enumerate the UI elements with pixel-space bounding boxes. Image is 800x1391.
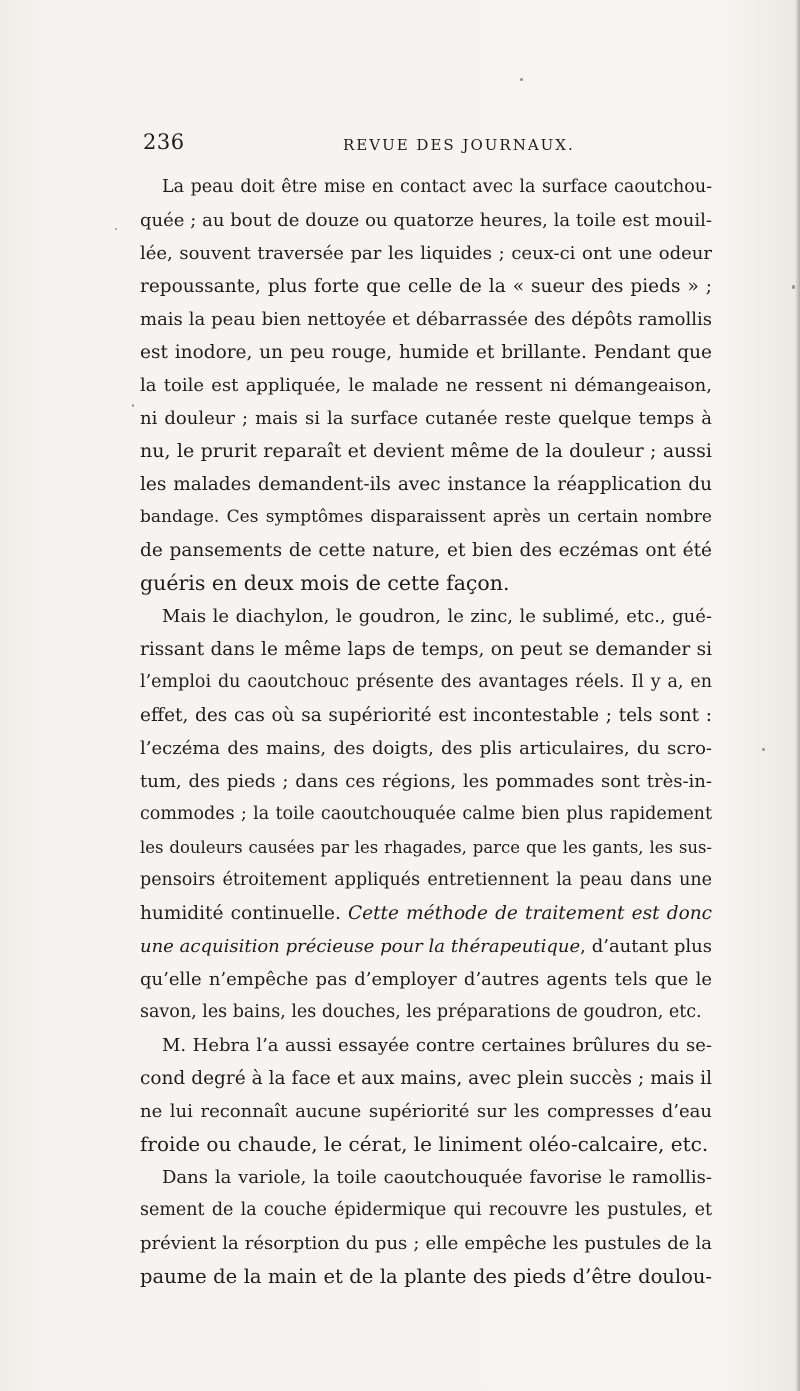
text-line: qu’elle n’empêche pas d’employer d’autres agents tels que le bbox=[140, 969, 712, 990]
text-line: Dans la variole, la toile caoutchouquée favorise le ramollis- bbox=[162, 1167, 712, 1188]
text-line: les douleurs causées par les rhagades, parce que les gants, les sus- bbox=[140, 838, 712, 857]
text-line: La peau doit être mise en contact avec la surface caoutchou- bbox=[162, 177, 712, 197]
text-line: tum, des pieds ; dans ces régions, les pommades sont très-in- bbox=[140, 771, 712, 792]
text-line-mixed bbox=[140, 897, 712, 930]
text-line: sement de la couche épidermique qui recouvre les pustules, et bbox=[140, 1200, 712, 1220]
text-line-mixed bbox=[140, 930, 712, 963]
text-line: la toile est appliquée, le malade ne ressent ni démangeaison, bbox=[140, 375, 712, 396]
page-header bbox=[143, 130, 743, 164]
text-line: Mais le diachylon, le goudron, le zinc, le sublimé, etc., gué- bbox=[162, 606, 712, 627]
text-line: lée, souvent traversée par les liquides ; ceux-ci ont une odeur bbox=[140, 243, 712, 264]
text-line: est inodore, un peu rouge, humide et brillante. Pendant que bbox=[140, 342, 712, 363]
text-line: pensoirs étroitement appliqués entretiennent la peau dans une bbox=[140, 870, 712, 890]
text-line: prévient la résorption du pus ; elle empêche les pustules de la bbox=[140, 1233, 712, 1254]
text-line: froide ou chaude, le cérat, le liniment oléo-calcaire, etc. bbox=[140, 1132, 709, 1156]
text-line: ni douleur ; mais si la surface cutanée reste quelque temps à bbox=[140, 408, 712, 429]
text-line: de pansements de cette nature, et bien des eczémas ont été bbox=[140, 540, 712, 561]
text-line: cond degré à la face et aux mains, avec plein succès ; mais il bbox=[140, 1068, 712, 1089]
text-line: l’emploi du caoutchouc présente des avantages réels. Il y a, en bbox=[140, 672, 712, 692]
text-line: guéris en deux mois de cette façon. bbox=[140, 571, 510, 595]
text-line: repoussante, plus forte que celle de la « sueur des pieds » ; bbox=[140, 276, 712, 297]
text-line: nu, le prurit reparaît et devient même de la douleur ; aussi bbox=[140, 440, 712, 462]
text-line: savon, les bains, les douches, les préparations de goudron, etc. bbox=[140, 1002, 702, 1022]
page-number: 236 bbox=[143, 130, 185, 154]
text-line: ne lui reconnaît aucune supériorité sur les compresses d’eau bbox=[140, 1101, 712, 1122]
text-line: rissant dans le même laps de temps, on peut se demander si bbox=[140, 639, 712, 660]
running-title: REVUE DES JOURNAUX. bbox=[343, 136, 575, 154]
page-edge-shadow bbox=[795, 0, 800, 1391]
text-line: quée ; au bout de douze ou quatorze heures, la toile est mouil- bbox=[140, 210, 712, 231]
text-line: effet, des cas où sa supériorité est incontestable ; tels sont : bbox=[140, 705, 712, 726]
text-line: M. Hebra l’a aussi essayée contre certaines brûlures du se- bbox=[162, 1035, 712, 1056]
text-line: mais la peau bien nettoyée et débarrassée des dépôts ramollis bbox=[140, 309, 712, 330]
italic-run: une acquisition précieuse pour la thérapeutique bbox=[140, 936, 581, 957]
text-line: commodes ; la toile caoutchouquée calme bien plus rapidement bbox=[140, 804, 712, 824]
text-line: bandage. Ces symptômes disparaissent après un certain nombre bbox=[140, 507, 712, 527]
text-line: l’eczéma des mains, des doigts, des plis articulaires, du scro- bbox=[140, 738, 712, 759]
text-run: , d’autant plus bbox=[580, 936, 712, 957]
text-run: humidité continuelle. bbox=[140, 903, 349, 924]
body-text bbox=[140, 171, 712, 1293]
italic-run: Cette méthode de traitement est donc bbox=[348, 903, 712, 924]
text-line: paume de la main et de la plante des pieds d’être doulou- bbox=[140, 1265, 712, 1288]
text-line: les malades demandent-ils avec instance la réapplication du bbox=[140, 474, 712, 495]
